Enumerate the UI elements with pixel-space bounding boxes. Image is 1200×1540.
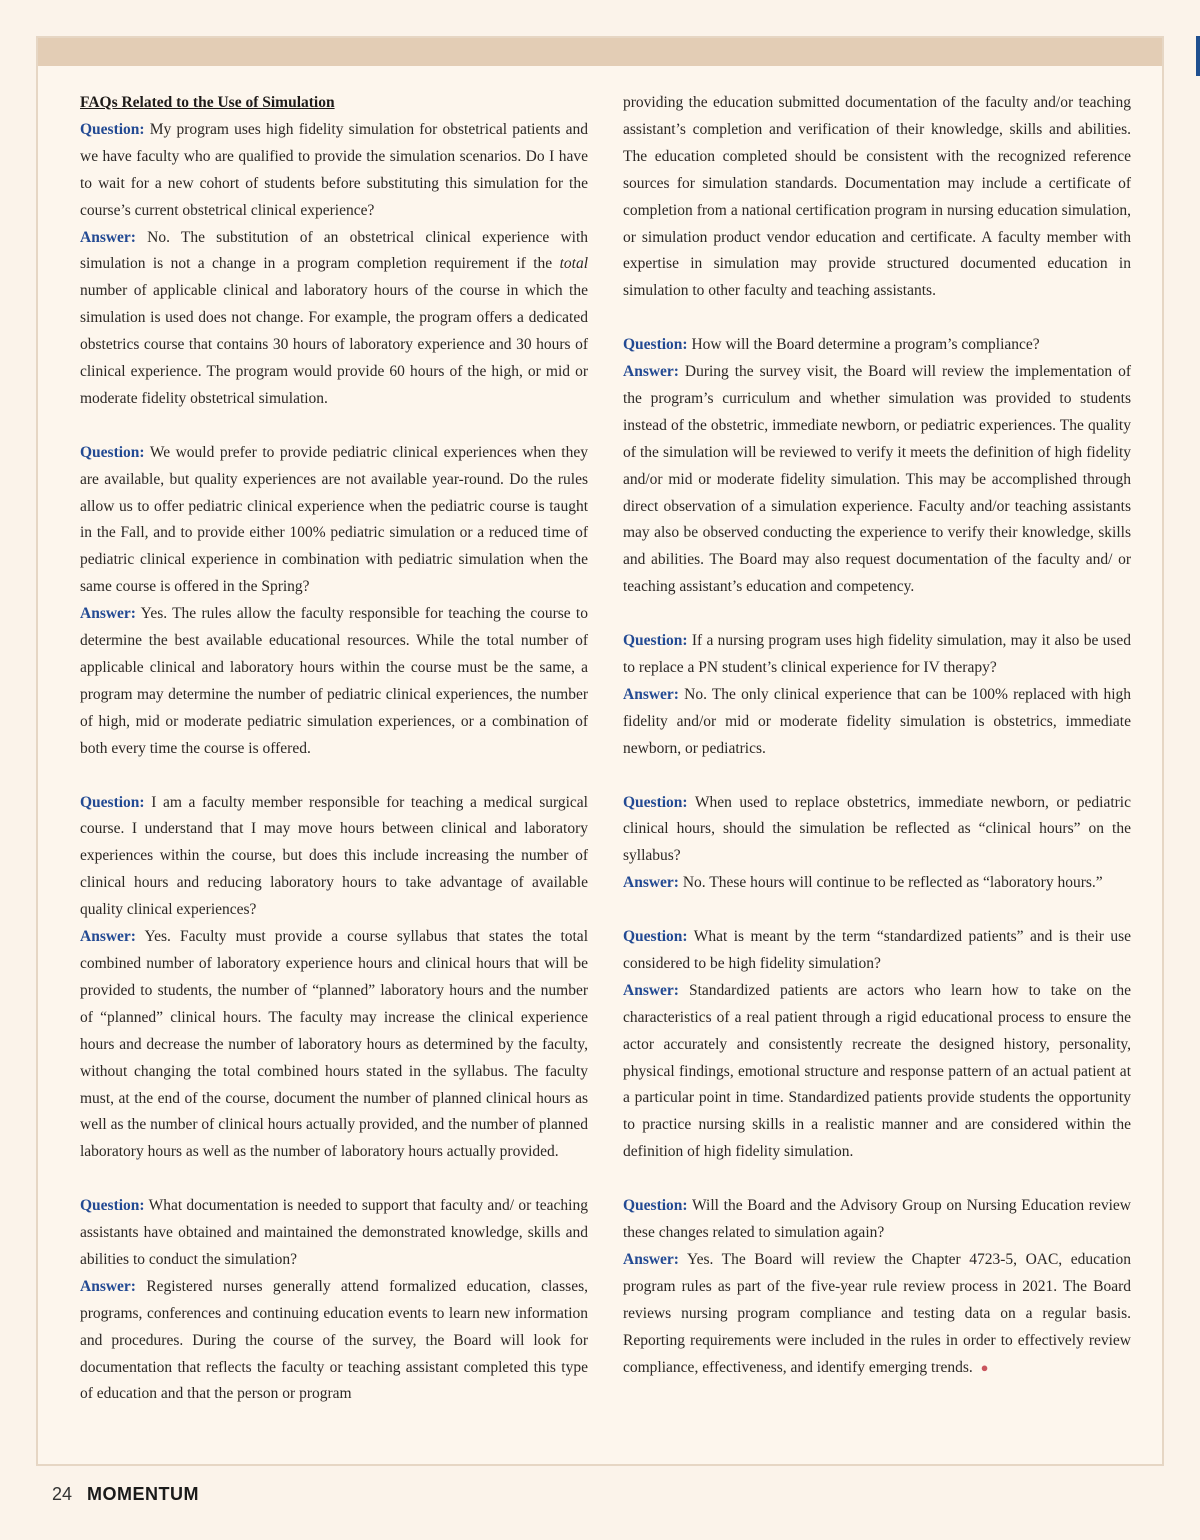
faq-question <box>623 1193 1131 1247</box>
header-bar <box>38 38 1162 66</box>
question-label: Question: <box>623 928 688 946</box>
question-label: Question: <box>623 1197 688 1215</box>
answer-text: No. These hours will continue to be reflected as “laboratory hours.” <box>682 874 1103 892</box>
page-heading: FAQs Related to the Use of Simulation <box>80 94 335 111</box>
faq-answer <box>80 1274 588 1409</box>
faq-answer <box>80 601 588 762</box>
answer-label: Answer: <box>80 228 136 246</box>
answer-emphasis: total <box>559 255 589 273</box>
faq-answer <box>80 225 588 413</box>
question-label: Question: <box>623 793 688 811</box>
answer-label: Answer: <box>623 981 679 999</box>
question-text: I am a faculty member responsible for teaching a medical surgical course. I understand that I may move hours between clinical and laboratory experiences within the course, but does this include increasing the number of clinical hours and reducing laboratory hours to take advantage of available quality clinical experiences? <box>80 793 588 919</box>
answer-label: Answer: <box>623 363 679 381</box>
right-column <box>623 90 1131 1381</box>
faq-answer <box>80 924 588 1166</box>
answer-label: Answer: <box>623 685 679 703</box>
page-number: 24 <box>52 1484 73 1504</box>
faq-question <box>623 628 1131 682</box>
answer-text: Standardized patients are actors who learn how to take on the characteristics of a real patient through a rigid educational process to ensure the actor accurately and consistently recreate the designed history, personality, physical findings, emotional structure and response pattern of an actual patient at a particular point in time. Standardized patients provide students the opportunity to practice nursing skills in a realistic manner and are considered within the definition of high fidelity simulation. <box>623 981 1131 1161</box>
faq-question <box>623 790 1131 871</box>
answer-label: Answer: <box>80 605 136 623</box>
faq-heading <box>80 90 588 117</box>
question-label: Question: <box>80 1197 145 1215</box>
question-text: What documentation is needed to support that faculty and/ or teaching assistants have obtained and maintained the demonstrated knowledge, skills and abilities to conduct the simulation? <box>80 1197 588 1268</box>
faq-answer <box>623 870 1131 897</box>
answer-label: Answer: <box>623 874 679 892</box>
answer-text: Yes. Faculty must provide a course syllabus that states the total combined number of laboratory experience hours and clinical hours that will be provided to students, the number of “planned” laboratory hours and the number of “planned” clinical hours. The faculty may increase the clinical experience hours and decrease the number of laboratory hours as determined by the faculty, without changing the total combined hours stated in the syllabus. The faculty must, at the end of the course, document the number of planned clinical hours as well as the number of clinical hours actually provided, and the number of planned laboratory hours as well as the number of laboratory hours actually provided. <box>80 928 588 1161</box>
faq-answer <box>623 359 1131 601</box>
faq-answer <box>623 682 1131 763</box>
answer-label: Answer: <box>80 1277 136 1295</box>
end-of-article-mark: ● <box>980 1359 989 1375</box>
faq-question <box>80 1193 588 1274</box>
faq-question <box>80 117 588 225</box>
question-label: Question: <box>80 793 145 811</box>
faq-question <box>623 924 1131 978</box>
faq-question <box>80 790 588 925</box>
question-label: Question: <box>80 120 145 138</box>
answer-continuation: providing the education submitted documentation of the faculty and/or teaching assistant’s completion and verification of their knowledge, skills and abilities. The education completed should be consistent with the recognized reference sources for simulation standards. Documentation may include a certificate of completion from a national certification program in nursing education simulation, or simulation product vendor education and certificate. A faculty member with expertise in simulation may provide structured documented education in simulation to other faculty and teaching assistants. <box>623 94 1131 300</box>
answer-label: Answer: <box>80 928 136 946</box>
question-text: Will the Board and the Advisory Group on Nursing Education review these changes related to simulation again? <box>623 1197 1131 1241</box>
answer-text: During the survey visit, the Board will review the implementation of the program’s curriculum and whether simulation was provided to students instead of the obstetric, immediate newborn, or pediatric experiences. The quality of the simulation will be reviewed to verify it meets the definition of high fidelity and/or mid or moderate fidelity simulation. This may be accomplished through direct observation of a simulation experience. Faculty and/or teaching assistants may also be observed conducting the experience to verify their knowledge, skills and abilities. The Board may also request documentation of the faculty and/ or teaching assistant’s education and competency. <box>623 363 1132 596</box>
answer-text: Registered nurses generally attend formalized education, classes, programs, conferences and continuing education events to learn new information and procedures. During the course of the survey, the Board will look for documentation that reflects the faculty or teaching assistant completed this type of education and that the person or program <box>80 1277 589 1403</box>
answer-text: Yes. The Board will review the Chapter 4723-5, OAC, education program rules as part of the five-year rule review process in 2021. The Board reviews nursing program compliance and testing data on a regular basis. Reporting requirements were included in the rules in order to effectively review compliance, effectiveness, and identify emerging trends. <box>623 1250 1131 1376</box>
answer-text-cont: number of applicable clinical and laboratory hours of the course in which the simulation is used does not change. For example, the program offers a dedicated obstetrics course that contains 30 hours of laboratory experience and 30 hours of clinical experience. The program would provide 60 hours of the high, or mid or moderate fidelity obstetrical simulation. <box>80 282 588 407</box>
question-label: Question: <box>80 443 145 461</box>
question-text: My program uses high fidelity simulation for obstetrical patients and we have faculty who are qualified to provide the simulation scenarios. Do I have to wait for a new cohort of students before substituting this simulation for the course’s current obstetrical clinical experience? <box>80 120 588 219</box>
faq-answer <box>623 1247 1131 1382</box>
question-text: What is meant by the term “standardized patients” and is their use considered to be high fidelity simulation? <box>623 928 1131 972</box>
publication-name: MOMENTUM <box>87 1484 200 1504</box>
question-label: Question: <box>623 336 688 354</box>
question-text: How will the Board determine a program’s compliance? <box>691 336 1040 354</box>
edge-tab <box>1196 36 1200 76</box>
answer-text: Yes. The rules allow the faculty responsible for teaching the course to determine the best available educational resources. While the total number of applicable clinical and laboratory hours within the course must be the same, a program may determine the number of pediatric clinical experiences, the number of high, mid or moderate pediatric simulation experiences, or a combination of both every time the course is offered. <box>80 605 588 757</box>
question-label: Question: <box>623 632 688 650</box>
answer-text: No. The only clinical experience that can be 100% replaced with high fidelity and/or mid or moderate fidelity simulation is obstetrics, immediate newborn, or pediatrics. <box>623 685 1131 757</box>
question-text: We would prefer to provide pediatric clinical experiences when they are available, but quality experiences are not available year-round. Do the rules allow us to offer pediatric clinical experience when the pediatric course is taught in the Fall, and to provide either 100% pediatric simulation or a reduced time of pediatric clinical experience in combination with pediatric simulation when the same course is offered in the Spring? <box>80 443 588 596</box>
answer-label: Answer: <box>623 1250 679 1268</box>
faq-question <box>623 332 1131 359</box>
faq-answer <box>623 978 1131 1166</box>
question-text: If a nursing program uses high fidelity simulation, may it also be used to replace a PN student’s clinical experience for IV therapy? <box>623 632 1132 676</box>
question-text: When used to replace obstetrics, immediate newborn, or pediatric clinical hours, should the simulation be reflected as “clinical hours” on the syllabus? <box>623 793 1131 865</box>
answer-text: No. The substitution of an obstetrical clinical experience with simulation is not a change in a program completion requirement if the <box>80 228 588 273</box>
left-column <box>80 90 588 1408</box>
faq-question <box>80 440 588 601</box>
page-footer <box>52 1484 199 1505</box>
